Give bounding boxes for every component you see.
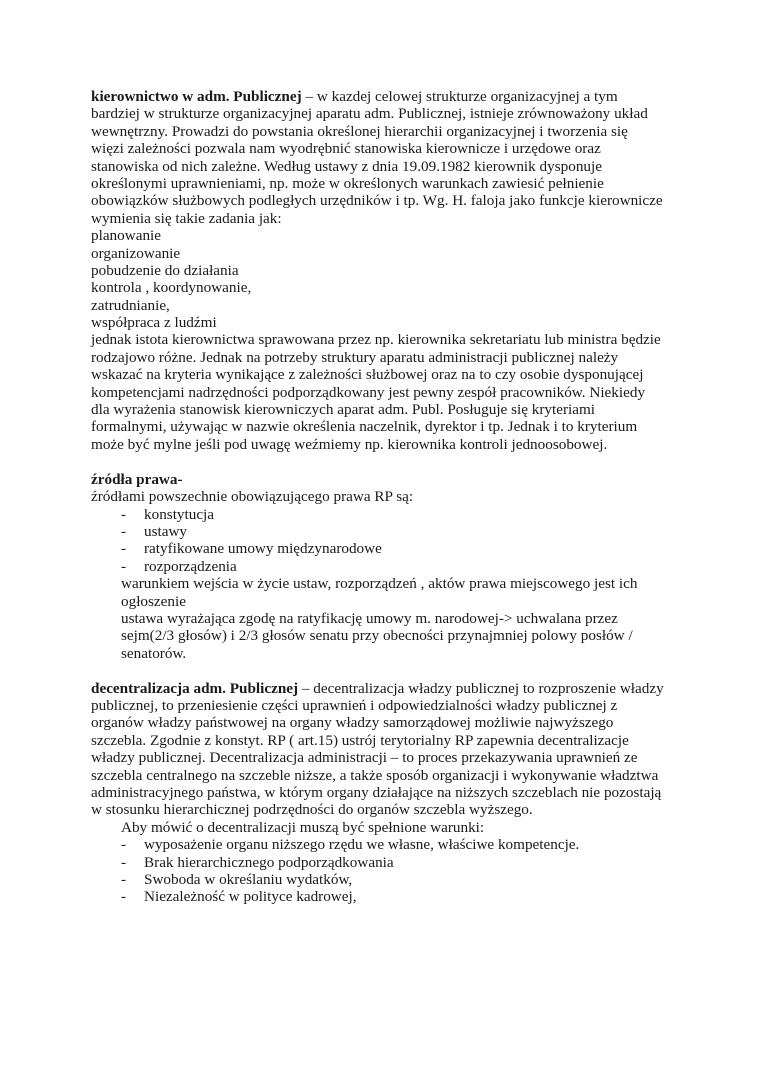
paragraph-line: dla wyrażenia stanowisk kierowniczych aparat adm. Publ. Posługuje się kryteriami: [91, 401, 595, 419]
note-line: senatorów.: [121, 644, 187, 662]
conditions-intro: Aby mówić o decentralizacji muszą być spełnione warunki:: [121, 818, 485, 836]
dash-list-item: - Brak hierarchicznego podporządkowania: [121, 853, 394, 871]
dash-bullet: -: [121, 557, 127, 575]
section-heading: kierownictwo w adm. Publicznej: [91, 88, 302, 105]
paragraph-line: kompetencjami nadrzędności podporządkowany jest pewny zespół pracowników. Niekiedy: [91, 383, 646, 401]
paragraph-gap: [91, 453, 681, 471]
dash-bullet: -: [121, 853, 127, 871]
paragraph-line: wskazać na kryteria wynikające z zależności służbowej oraz na to czy osobie dysponującej: [91, 366, 644, 384]
dash-bullet: -: [121, 836, 127, 854]
paragraph-line: rodzajowo różne. Jednak na potrzeby struktury aparatu administracji publicznej należy: [91, 348, 619, 366]
section-heading: źródła prawa-: [91, 470, 183, 488]
dash-list-item: - konstytucja: [121, 505, 215, 523]
paragraph-line: obowiązków służbowych podległych urzędników i tp. Wg. H. faloja jako funkcje kierownicze: [91, 192, 663, 210]
paragraph-line: stanowiska od nich zależne. Według ustawy z dnia 19.09.1982 kierownik dysponuje: [91, 157, 602, 175]
dash-bullet: -: [121, 505, 127, 523]
paragraph-line: bardziej w strukturze organizacyjnej aparatu adm. Publicznej, istnieje zrównoważony układ: [91, 105, 648, 123]
paragraph-line: więzi zależności pozwala nam wyodrębnić stanowiska kierownicze i urzędowe oraz: [91, 140, 601, 158]
section-kierownictwo: [91, 88, 681, 453]
paragraph-line: w stosunku hierarchicznej podrzędności do organów szczebla wyższego.: [91, 801, 533, 819]
dash-list-item: - Swoboda w określaniu wydatków,: [121, 870, 353, 888]
paragraph-gap: [91, 662, 681, 680]
section-heading: decentralizacja adm. Publicznej: [91, 679, 299, 697]
section-zrodla-prawa: [91, 471, 681, 662]
paragraph-line: szczebla. Zgodnie z konstyt. RP ( art.15) ustrój terytorialny RP zapewnia decentralizacje: [91, 731, 629, 749]
list-item: zatrudnianie,: [91, 296, 170, 314]
paragraph-line: kierownictwo w adm. Publicznej – w kazdej celowej strukturze organizacyjnej a tym: [91, 88, 618, 105]
dash-bullet: -: [121, 888, 127, 906]
dash-bullet: -: [121, 540, 127, 558]
list-item: planowanie: [91, 227, 162, 245]
paragraph-line: wymienia się takie zadania jak:: [91, 209, 282, 227]
note-line: warunkiem wejścia w życie ustaw, rozporządzeń , aktów prawa miejscowego jest ich: [121, 575, 638, 593]
note-line: sejm(2/3 głosów) i 2/3 głosów senatu przy obecności przynajmniej polowy posłów /: [121, 627, 633, 645]
dash-list-item: - ustawy: [121, 522, 188, 540]
paragraph-line: określonymi uprawnieniami, np. może w określonych warunkach zawiesić pełnienie: [91, 174, 604, 192]
dash-list-item: - rozporządzenia: [121, 557, 237, 575]
paragraph-line: formalnymi, używając w nazwie określenia naczelnik, dyrektor i tp. Jednak i to kryterium: [91, 418, 638, 436]
paragraph-line: szczebla centralnego na szczeble niższe, a także sposób organizacji i wykonywanie władztwa: [91, 766, 659, 784]
list-item: kontrola , koordynowanie,: [91, 279, 252, 297]
list-item: pobudzenie do działania: [91, 261, 239, 279]
note-line: ustawa wyrażająca zgodę na ratyfikację umowy m. narodowej-> uchwalana przez: [121, 609, 618, 627]
paragraph-line: publicznej, to przeniesienie części uprawnień i odpowiedzialności władzy publicznej z: [91, 697, 618, 715]
list-item: organizowanie: [91, 244, 181, 262]
paragraph-line: jednak istota kierownictwa sprawowana przez np. kierownika sekretariatu lub ministra będzie: [91, 331, 661, 349]
list-item: współpraca z ludźmi: [91, 314, 217, 332]
paragraph-line: może być mylne jeśli pod uwagę weźmiemy np. kierownika kontroli jednoosobowej.: [91, 435, 608, 453]
dash-list-item: - ratyfikowane umowy międzynarodowe: [121, 540, 382, 558]
dash-list-item: - wyposażenie organu niższego rzędu we własne, właściwe kompetencje.: [121, 836, 580, 854]
section-intro: źródłami powszechnie obowiązującego prawa RP są:: [91, 488, 414, 506]
dash-list-item: - Niezależność w polityce kadrowej,: [121, 888, 357, 906]
paragraph-line: administracyjnego państwa, w którym organy działające na niższych szczeblach nie pozostają: [91, 784, 662, 802]
paragraph-line: decentralizacja adm. Publicznej – decentralizacja władzy publicznej to rozproszenie władzy: [91, 679, 664, 697]
section-decentralizacja: [91, 680, 681, 906]
paragraph-line: organów władzy państwowej na organy władzy samorządowej możliwie najwyższego: [91, 714, 614, 732]
note-line: ogłoszenie: [121, 592, 186, 610]
document-body: [91, 88, 681, 906]
dash-bullet: -: [121, 522, 127, 540]
dash-bullet: -: [121, 870, 127, 888]
paragraph-line: wewnętrzny. Prowadzi do powstania określonej hierarchii organizacyjnej i tworzenia się: [91, 122, 628, 140]
paragraph-line: władzy publicznej. Decentralizacja administracji – to proces przekazywania uprawnień ze: [91, 749, 638, 767]
